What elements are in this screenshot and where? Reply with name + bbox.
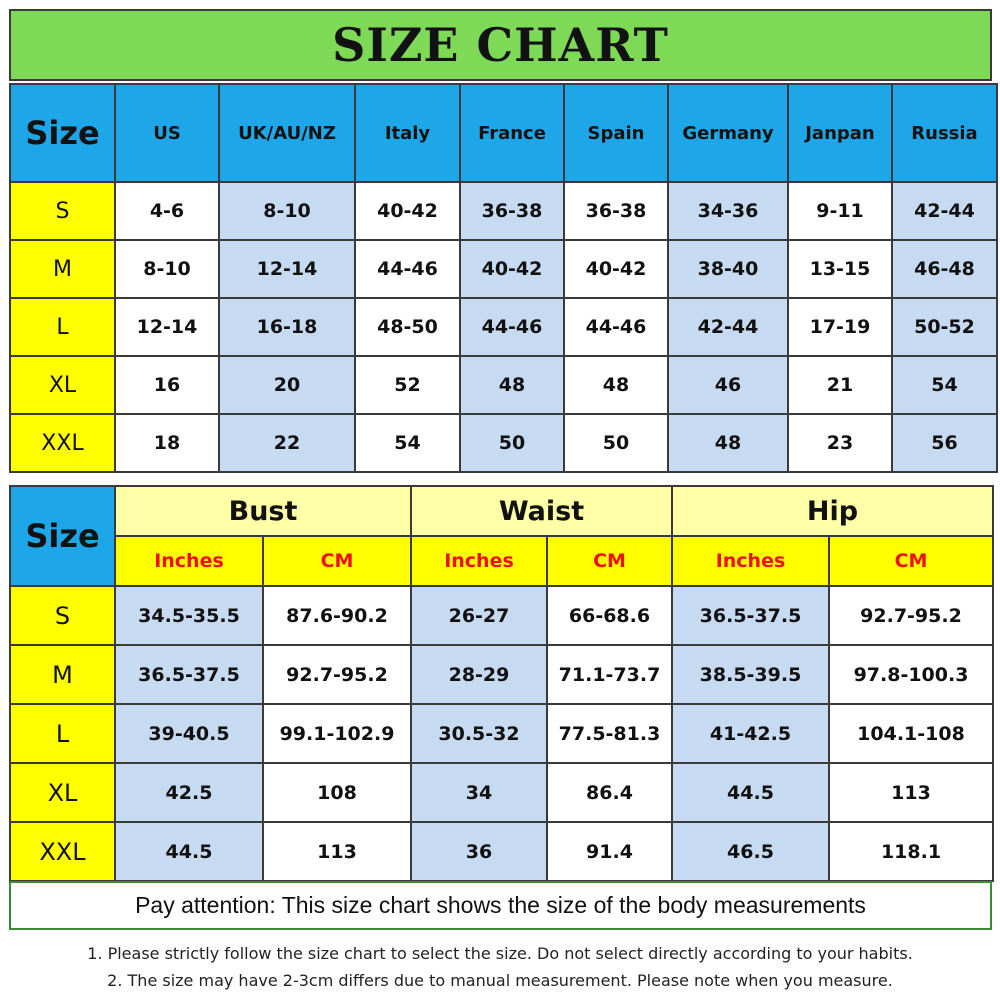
table-cell: 4-6 [115,182,219,240]
table-row [10,645,993,704]
table-cell: 104.1-108 [829,704,993,763]
table-header-row [10,84,997,182]
table-cell: 34.5-35.5 [115,586,263,645]
table-cell: 71.1-73.7 [547,645,672,704]
header-waist-cm: CM [547,536,672,586]
table-cell: 44-46 [564,298,668,356]
header-size: Size [10,486,115,586]
table-row [10,240,997,298]
table-cell: 16-18 [219,298,355,356]
header-waist: Waist [411,486,672,536]
table-cell: 38.5-39.5 [672,645,829,704]
table-cell: 28-29 [411,645,547,704]
table-row [10,414,997,472]
table-row [10,356,997,414]
header-hip-inches: Inches [672,536,829,586]
table-cell: 42-44 [668,298,788,356]
table-cell: 92.7-95.2 [263,645,411,704]
header-us: US [115,84,219,182]
table-cell: 42.5 [115,763,263,822]
header-hip-cm: CM [829,536,993,586]
table-cell: 36.5-37.5 [115,645,263,704]
table-cell: 99.1-102.9 [263,704,411,763]
table-cell: 30.5-32 [411,704,547,763]
table-cell: 18 [115,414,219,472]
body-measurement-table [9,485,994,882]
table-cell: 44.5 [115,822,263,881]
table-cell: 56 [892,414,997,472]
table-cell: 36 [411,822,547,881]
table-cell: 66-68.6 [547,586,672,645]
table-cell: 44.5 [672,763,829,822]
table-cell: 40-42 [564,240,668,298]
table-cell: 92.7-95.2 [829,586,993,645]
table-cell: 13-15 [788,240,892,298]
table-cell: 41-42.5 [672,704,829,763]
attention-text: Pay attention: This size chart shows the size of the body measurements [135,892,866,918]
table-cell: 36-38 [564,182,668,240]
size-label: S [10,586,115,645]
table-cell: 36.5-37.5 [672,586,829,645]
size-label: XL [10,763,115,822]
table-cell: 54 [892,356,997,414]
table-cell: 87.6-90.2 [263,586,411,645]
table-cell: 48-50 [355,298,460,356]
header-italy: Italy [355,84,460,182]
table-cell: 48 [460,356,564,414]
table-cell: 48 [564,356,668,414]
table-cell: 77.5-81.3 [547,704,672,763]
table-cell: 38-40 [668,240,788,298]
header-germany: Germany [668,84,788,182]
size-label: L [10,298,115,356]
table-cell: 50 [564,414,668,472]
table-row [10,704,993,763]
unit-header-row [10,536,993,586]
table-cell: 54 [355,414,460,472]
table-cell: 86.4 [547,763,672,822]
header-size: Size [10,84,115,182]
table-cell: 48 [668,414,788,472]
attention-box [9,881,992,930]
table-cell: 113 [829,763,993,822]
title-bar [9,9,992,81]
header-france: France [460,84,564,182]
size-label: L [10,704,115,763]
table-cell: 50-52 [892,298,997,356]
table-cell: 50 [460,414,564,472]
table-cell: 12-14 [115,298,219,356]
table-cell: 52 [355,356,460,414]
footnote-2: 2. The size may have 2-3cm differs due to manual measurement. Please note when you measure. [107,971,893,990]
page-title: SIZE CHART [332,18,669,72]
header-bust-cm: CM [263,536,411,586]
header-spain: Spain [564,84,668,182]
header-waist-inches: Inches [411,536,547,586]
table-cell: 12-14 [219,240,355,298]
table-cell: 91.4 [547,822,672,881]
table-cell: 34 [411,763,547,822]
table-cell: 36-38 [460,182,564,240]
table-cell: 17-19 [788,298,892,356]
table-cell: 9-11 [788,182,892,240]
international-size-table [9,83,998,473]
table-cell: 46 [668,356,788,414]
table-cell: 23 [788,414,892,472]
table-cell: 44-46 [355,240,460,298]
table-cell: 34-36 [668,182,788,240]
header-bust: Bust [115,486,411,536]
measurement-group-row [10,486,993,536]
size-label: XL [10,356,115,414]
table-cell: 22 [219,414,355,472]
size-label: XXL [10,822,115,881]
table-cell: 42-44 [892,182,997,240]
table-cell: 39-40.5 [115,704,263,763]
table-cell: 118.1 [829,822,993,881]
table-cell: 16 [115,356,219,414]
table-row [10,586,993,645]
size-label: XXL [10,414,115,472]
table-cell: 46.5 [672,822,829,881]
table-cell: 113 [263,822,411,881]
table-cell: 108 [263,763,411,822]
table-cell: 26-27 [411,586,547,645]
table-cell: 46-48 [892,240,997,298]
size-label: S [10,182,115,240]
header-uk-au-nz: UK/AU/NZ [219,84,355,182]
table-cell: 40-42 [355,182,460,240]
table-row [10,763,993,822]
table-cell: 21 [788,356,892,414]
size-label: M [10,645,115,704]
header-hip: Hip [672,486,993,536]
header-bust-inches: Inches [115,536,263,586]
table-row [10,298,997,356]
footnote-1: 1. Please strictly follow the size chart to select the size. Do not select directly according to your habits. [87,944,913,963]
table-cell: 44-46 [460,298,564,356]
table-cell: 97.8-100.3 [829,645,993,704]
table-cell: 20 [219,356,355,414]
table-cell: 8-10 [115,240,219,298]
table-row [10,822,993,881]
table-cell: 40-42 [460,240,564,298]
size-label: M [10,240,115,298]
header-russia: Russia [892,84,997,182]
table-cell: 8-10 [219,182,355,240]
header-japan: Janpan [788,84,892,182]
table-row [10,182,997,240]
